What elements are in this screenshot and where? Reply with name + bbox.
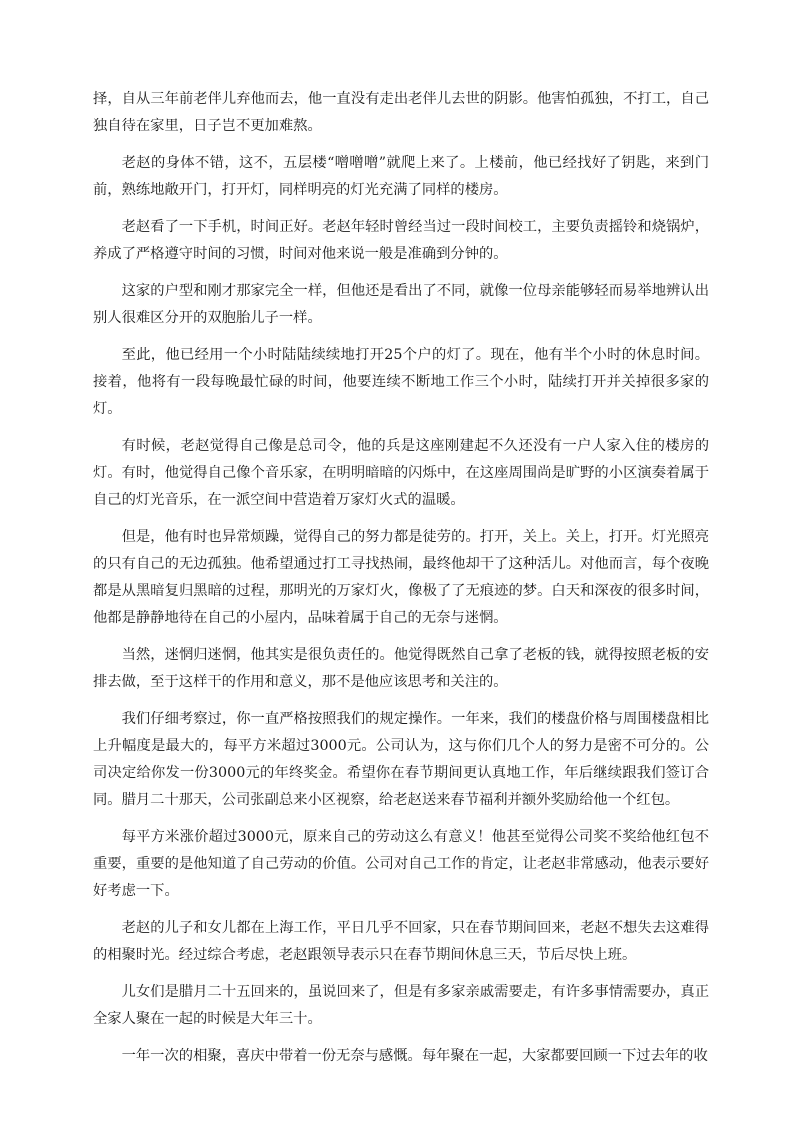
paragraph-continuation: 择，自从三年前老伴儿弃他而去，他一直没有走出老伴儿去世的阴影。他害怕孤独，不打工，自己独自待在家里，日子岂不更加难熬。	[93, 91, 709, 134]
paragraph: 老赵的身体不错，这不，五层楼“噌噌噌”就爬上来了。上楼前，他已经找好了钥匙，来到门前，熟练地敞开门，打开灯，同样明亮的灯光充满了同样的楼房。	[93, 155, 709, 198]
paragraph: 有时候，老赵觉得自己像是总司令，他的兵是这座刚建起不久还没有一户人家入住的楼房的灯。有时，他觉得自己像个音乐家，在明明暗暗的闪烁中，在这座周围尚是旷野的小区演奏着属于自己的灯光音乐，在一派空间中营造着万家灯火式的温暖。	[93, 438, 709, 508]
paragraph: 老赵看了一下手机，时间正好。老赵年轻时曾经当过一段时间校工，主要负责摇铃和烧锅炉，养成了严格遵守时间的习惯，时间对他来说一般是准确到分钟的。	[93, 219, 709, 262]
paragraph: 我们仔细考察过，你一直严格按照我们的规定操作。一年来，我们的楼盘价格与周围楼盘相比上升幅度是最大的，每平方米超过3000元。公司认为，这与你们几个人的努力是密不可分的。公司决定给你发一份3000元的年终奖金。希望你在春节期间更认真地工作，年后继续跟我们签订合同。腊月二十那天，公司张副总来小区视察，给老赵送来春节福利并额外奖励给他一个红包。	[93, 711, 709, 808]
paragraph: 但是，他有时也异常烦躁，觉得自己的努力都是徒劳的。打开，关上。关上，打开。灯光照亮的只有自己的无边孤独。他希望通过打工寻找热闹，最终他却干了这种活儿。对他而言，每个夜晚都是从黑暗复归黑暗的过程，那明光的万家灯火，像极了了无痕迹的梦。白天和深夜的很多时间，他都是静静地待在自己的小屋内，品味着属于自己的无奈与迷惘。	[93, 529, 709, 626]
paragraph: 老赵的儿子和女儿都在上海工作，平日几乎不回家，只在春节期间回来，老赵不想失去这难得的相聚时光。经过综合考虑，老赵跟领导表示只在春节期间休息三天，节后尽快上班。	[93, 920, 709, 963]
document-page	[93, 86, 709, 1080]
paragraph: 这家的户型和刚才那家完全一样，但他还是看出了不同，就像一位母亲能够轻而易举地辨认出别人很难区分开的双胞胎儿子一样。	[93, 283, 709, 326]
paragraph: 至此，他已经用一个小时陆陆续续地打开25个户的灯了。现在，他有半个小时的休息时间。接着，他将有一段每晚最忙碌的时间，他要连续不断地工作三个小时，陆续打开并关掉很多家的灯。	[93, 347, 709, 417]
paragraph: 一年一次的相聚，喜庆中带着一份无奈与感慨。每年聚在一起，大家都要回顾一下过去年的收	[121, 1048, 708, 1064]
paragraph: 当然，迷惘归迷惘，他其实是很负责任的。他觉得既然自己拿了老板的钱，就得按照老板的安排去做，至于这样干的作用和意义，那不是他应该思考和关注的。	[93, 647, 709, 690]
paragraph: 每平方米涨价超过3000元，原来自己的劳动这么有意义！他甚至觉得公司奖不奖给他红包不重要，重要的是他知道了自己劳动的价值。公司对自己工作的肯定，让老赵非常感动，他表示要好好考虑一下。	[93, 829, 709, 899]
paragraph: 儿女们是腊月二十五回来的，虽说回来了，但是有多家亲戚需要走，有许多事情需要办，真正全家人聚在一起的时候是大年三十。	[93, 984, 709, 1027]
